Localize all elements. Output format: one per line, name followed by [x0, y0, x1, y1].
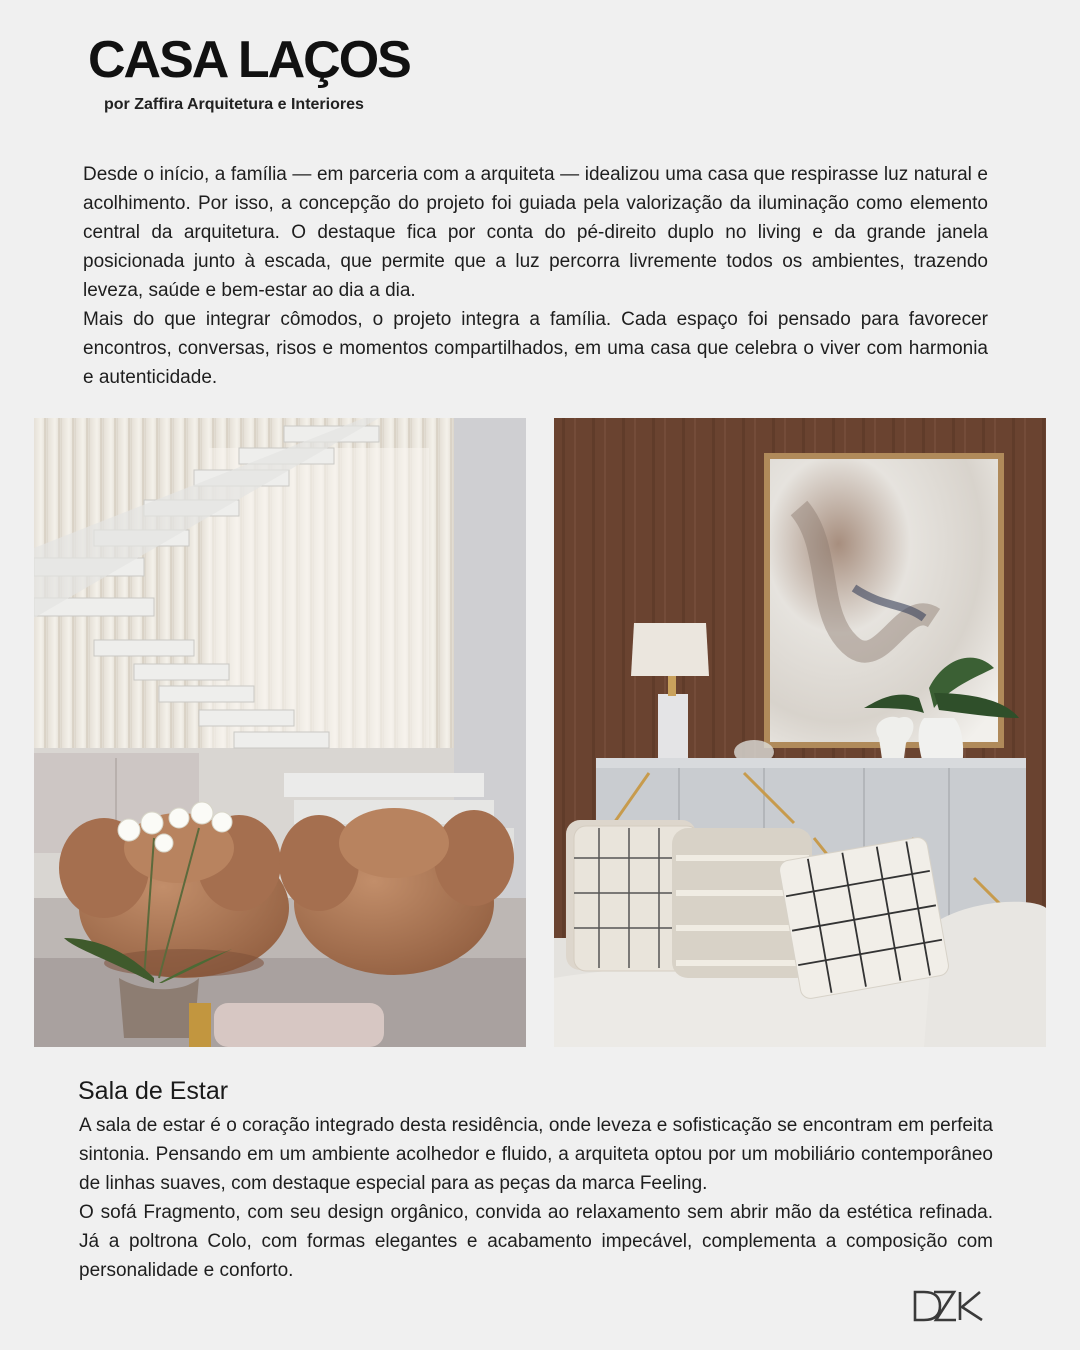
intro-text: [83, 160, 988, 392]
intro-paragraph: Desde o início, a família — em parceria com a arquiteta — idealizou uma casa que respirasse luz natural e acolhimento. Por isso, a concepção do projeto foi guiada pela valorização da iluminação como elemento central da arquitetura. O destaque fica por conta do pé-direito duplo no living e da grande janela posicionada junto à escada, que permite que a luz percorra livremente todos os ambientes, trazendo leveza, saúde e bem-estar ao dia a dia.: [83, 164, 988, 301]
living-room-photo-sideboard: [554, 418, 1046, 1047]
section-paragraph: A sala de estar é o coração integrado desta residência, onde leveza e sofisticação se encontram em perfeita sintonia. Pensando em um ambiente acolhedor e fluido, a arquiteta optou por um mobiliário contemporâneo de linhas suaves, com destaque especial para as peças da marca Feeling.: [79, 1115, 993, 1194]
intro-paragraph: Mais do que integrar cômodos, o projeto integra a família. Cada espaço foi pensado para favorecer encontros, conversas, risos e momentos compartilhados, em uma casa que celebra o viver com harmonia e autenticidade.: [83, 309, 988, 388]
section-title: Sala de Estar: [78, 1077, 229, 1105]
page-subtitle: por Zaffira Arquitetura e Interiores: [104, 96, 364, 113]
living-room-photo-staircase: [34, 418, 526, 1047]
page-title: CASA LAÇOS: [88, 31, 410, 89]
section-text: [79, 1111, 993, 1285]
dzk-logo: [912, 1288, 986, 1324]
section-paragraph: O sofá Fragmento, com seu design orgânico, convida ao relaxamento sem abrir mão da estética refinada. Já a poltrona Colo, com formas elegantes e acabamento impecável, complementa a composição com personalidade e conforto.: [79, 1202, 993, 1281]
